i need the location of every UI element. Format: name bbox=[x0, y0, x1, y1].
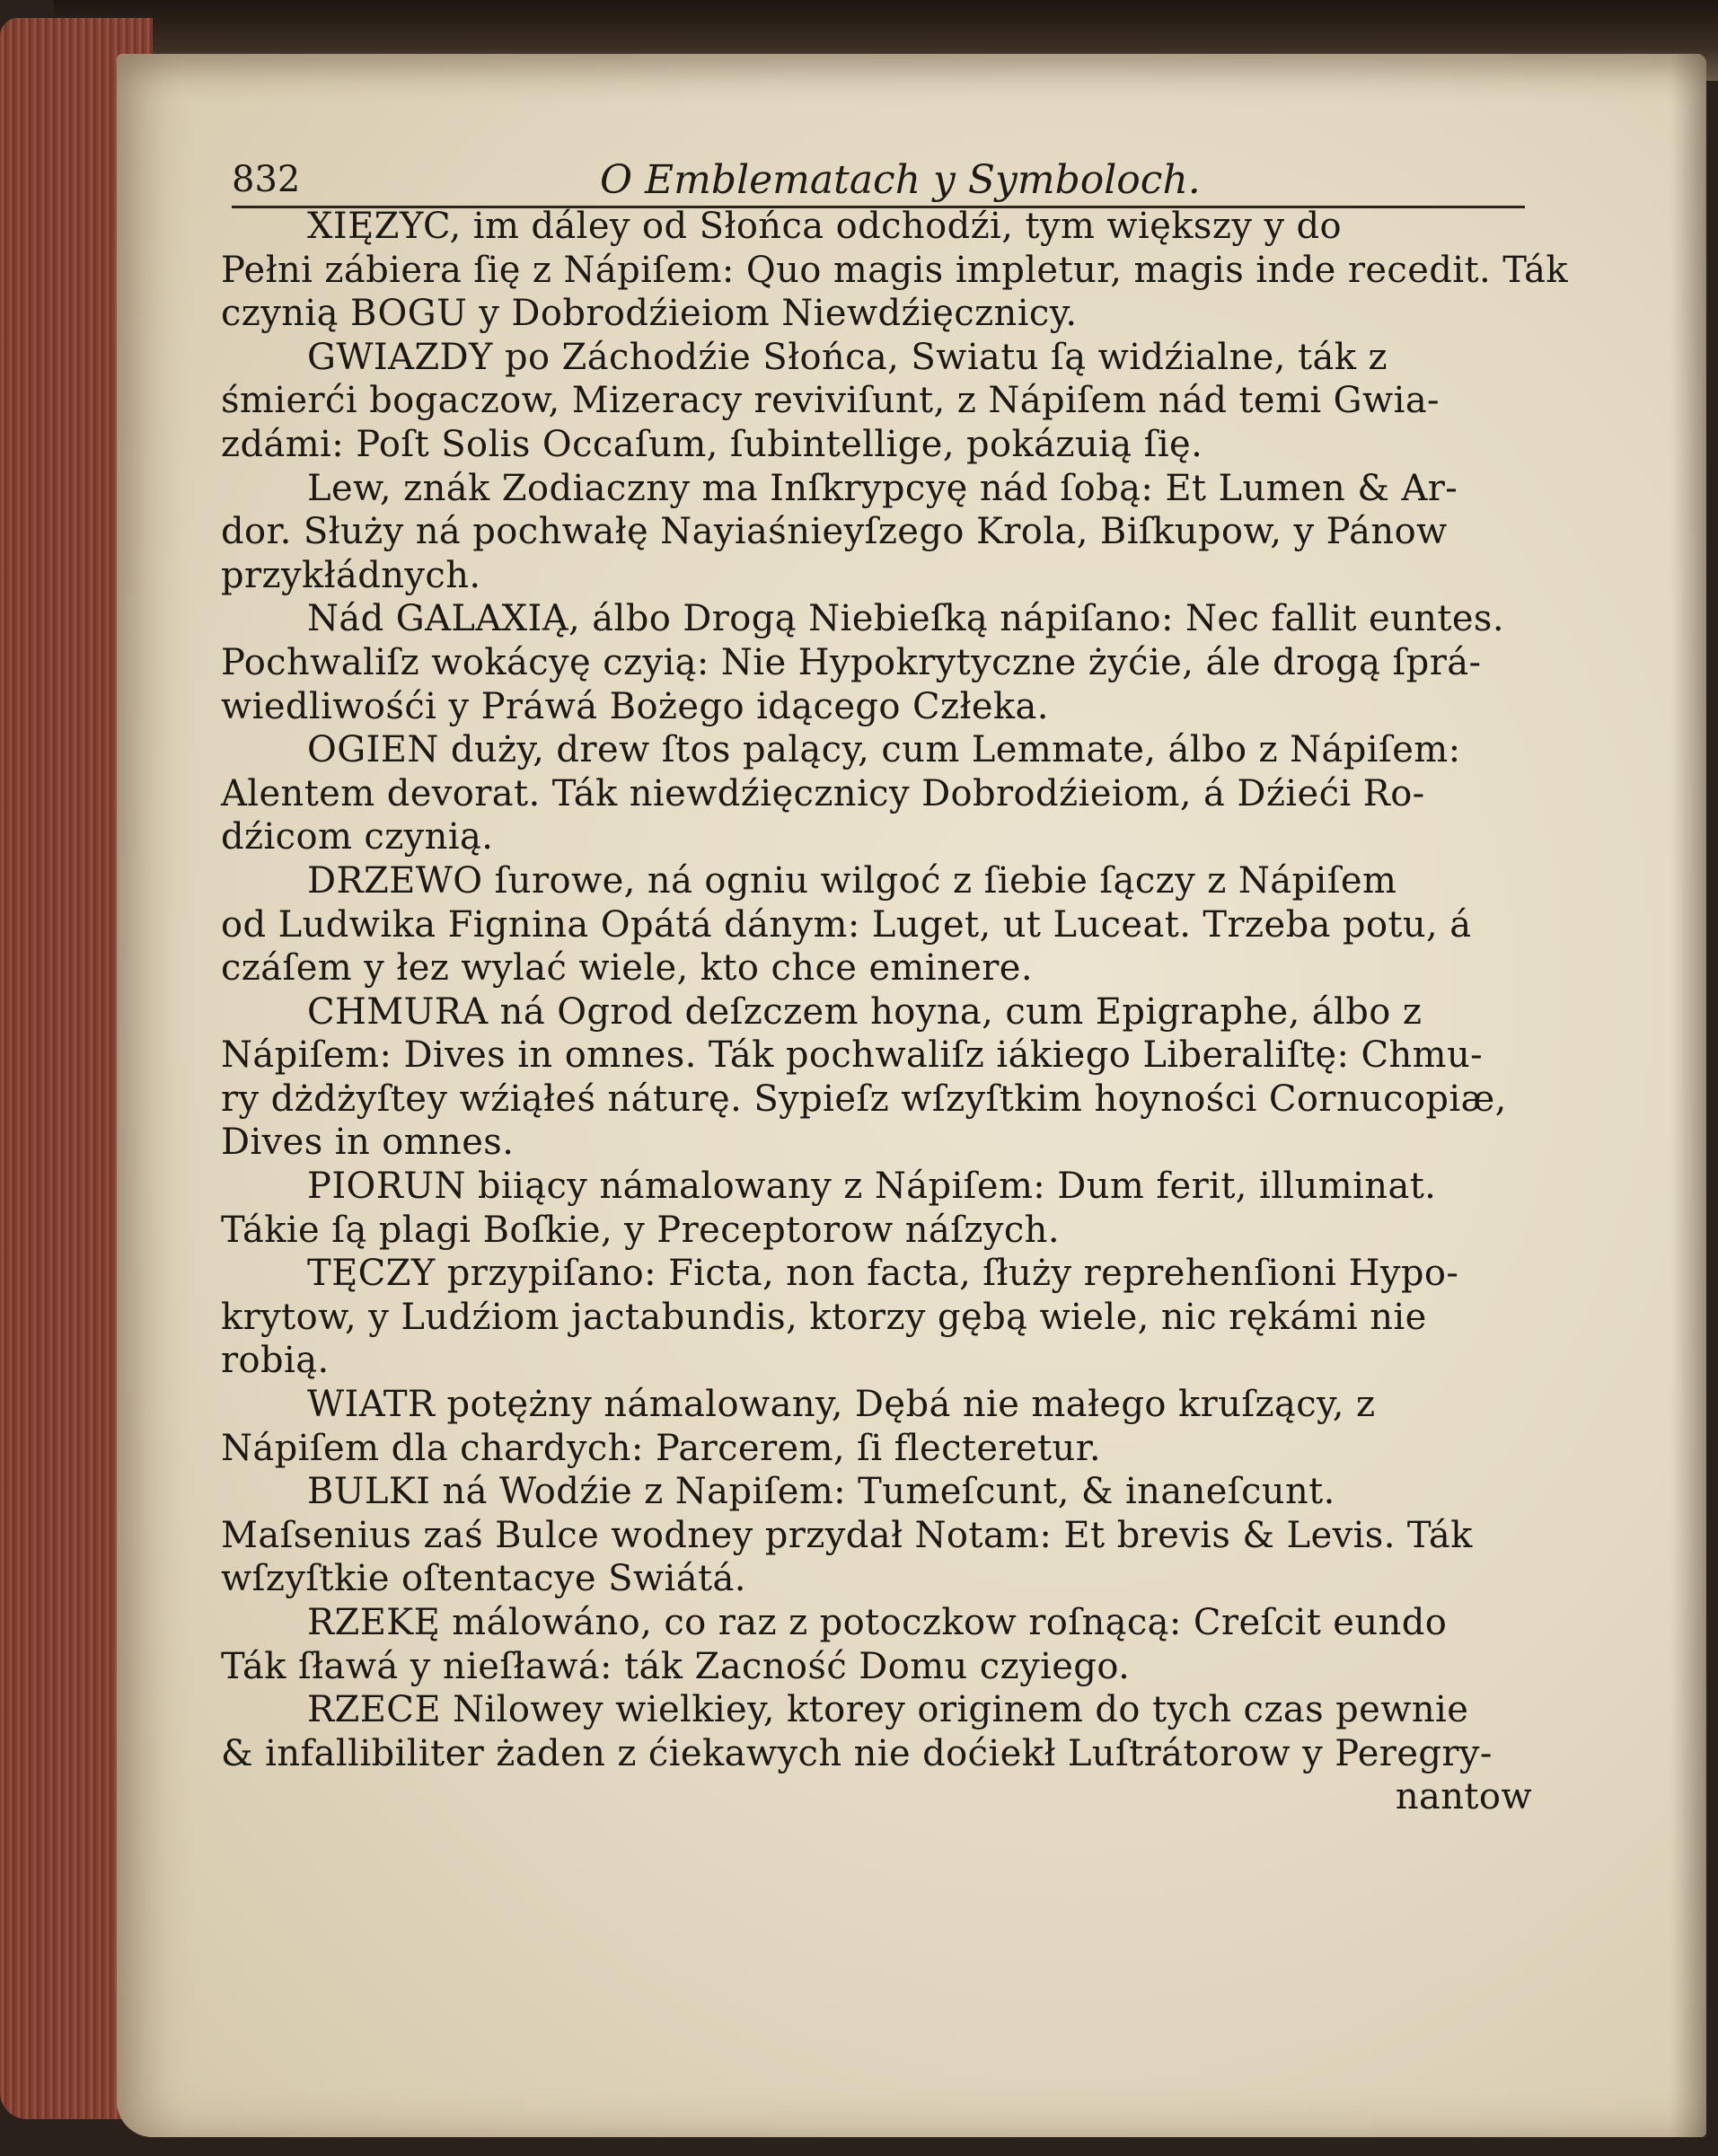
catchword: nantow bbox=[1395, 1776, 1532, 1818]
text-line: ry dżdżyſtey wźiąłeś náturę. Sypieſz wſzyſtkim hoyności Cornucopiæ, bbox=[221, 1078, 1507, 1120]
text-line: od Ludwika Fignina Opátá dánym: Luget, ut Luceat. Trzeba potu, á bbox=[221, 903, 1472, 946]
paragraph-lew bbox=[221, 467, 1586, 598]
text-line: OGIEN duży, drew ſtos palący, cum Lemmate, álbo z Nápiſem: bbox=[307, 729, 1461, 771]
text-line: GWIAZDY po Záchodźie Słońca, Swiatu ſą widźialne, ták z bbox=[307, 336, 1388, 378]
text-line: Alentem devorat. Ták niewdźięcznicy Dobrodźieiom, á Dźieći Ro- bbox=[221, 772, 1425, 814]
page-number: 832 bbox=[232, 159, 301, 200]
text-line: XIĘZYC, im dáley od Słońca odchodźi, tym większy y do bbox=[307, 206, 1343, 247]
text-line: Pochwaliſz wokácyę czyią: Nie Hypokrytyczne żyćie, ále drogą ſprá- bbox=[221, 641, 1482, 683]
catchword-block bbox=[221, 1775, 1586, 1819]
text-line: RZEKĘ málowáno, co raz z potoczkow roſnącą: Creſcit eundo bbox=[307, 1602, 1448, 1643]
paragraph-rzeke bbox=[221, 1601, 1586, 1688]
text-line: czynią BOGU y Dobrodźieiom Niewdźięcznicy. bbox=[221, 293, 1078, 335]
paragraph-teczy bbox=[221, 1252, 1586, 1383]
text-line: PIORUN biiący námalowany z Nápiſem: Dum ferit, illuminat. bbox=[307, 1166, 1437, 1208]
paragraph-ksiezyc bbox=[221, 205, 1586, 336]
paragraph-drzewo bbox=[221, 859, 1586, 990]
paragraph-ogien bbox=[221, 728, 1586, 859]
text-line: czáſem y łez wylać wiele, kto chce eminere. bbox=[221, 947, 1033, 990]
text-line: DRZEWO ſurowe, ná ogniu wilgoć z ſiebie ſączy z Nápiſem bbox=[307, 859, 1397, 902]
text-line: CHMURA ná Ogrod deſzczem hoyna, cum Epigraphe, álbo z bbox=[307, 990, 1423, 1033]
text-line: dźicom czynią. bbox=[221, 816, 494, 858]
running-title: O Emblematach y Symboloch. bbox=[600, 157, 1201, 203]
text-line: Ták ſławá y nieſławá: ták Zacność Domu czyiego. bbox=[221, 1645, 1131, 1687]
text-line: śmierći bogaczow, Mizeracy reviviſunt, z Nápiſem nád temi Gwia- bbox=[221, 380, 1440, 422]
paragraph-gwiazdy bbox=[221, 336, 1586, 467]
paragraph-rzece bbox=[221, 1688, 1586, 1775]
text-line: WIATR potężny námalowany, Dębá nie małego kruſzący, z bbox=[307, 1384, 1376, 1426]
text-line: robią. bbox=[221, 1340, 330, 1382]
text-line: dor. Służy ná pochwałę Nayiaśnieyſzego Krola, Biſkupow, y Pánow bbox=[221, 511, 1448, 553]
page-header bbox=[232, 148, 1363, 211]
text-line: wſzyſtkie oſtentacye Swiátá. bbox=[221, 1558, 746, 1600]
text-line: wiedliwośći y Práwá Bożego idącego Człeka. bbox=[221, 685, 1049, 727]
text-line: Nád GALAXIĄ, álbo Drogą Niebieſką nápiſano: Nec fallit euntes. bbox=[307, 598, 1504, 640]
text-line: RZECE Nilowey wielkiey, ktorey originem do tych czas pewnie bbox=[307, 1689, 1469, 1731]
paragraph-chmura bbox=[221, 990, 1586, 1165]
text-line: Nápiſem dla chardych: Parcerem, ſi flecteretur. bbox=[221, 1427, 1101, 1469]
paragraph-piorun bbox=[221, 1165, 1586, 1252]
book-page bbox=[117, 54, 1706, 2137]
text-line: Maſsenius zaś Bulce wodney przydał Notam: Et brevis & Levis. Ták bbox=[221, 1514, 1473, 1556]
paragraph-galaxia bbox=[221, 597, 1586, 728]
text-line: Pełni zábiera ſię z Nápiſem: Quo magis impletur, magis inde recedit. Ták bbox=[221, 249, 1569, 291]
text-line: zdámi: Poſt Solis Occaſum, ſubintellige, pokázuią ſię. bbox=[221, 423, 1203, 465]
body-text bbox=[221, 205, 1586, 1819]
paragraph-wiatr bbox=[221, 1383, 1586, 1470]
text-line: BULKI ná Wodźie z Napiſem: Tumeſcunt, & inaneſcunt. bbox=[307, 1471, 1335, 1513]
paragraph-bulki bbox=[221, 1470, 1586, 1601]
text-line: & infallibiliter żaden z ćiekawych nie doćiekł Luſtrátorow y Peregry- bbox=[221, 1732, 1493, 1774]
gutter-shadow bbox=[1670, 54, 1706, 2137]
text-line: krytow, y Ludźiom jactabundis, ktorzy gębą wiele, nic rękámi nie bbox=[221, 1296, 1427, 1338]
text-line: Dives in omnes. bbox=[221, 1122, 515, 1164]
text-line: Lew, znák Zodiaczny ma Inſkrypcyę nád ſobą: Et Lumen & Ar- bbox=[307, 467, 1458, 509]
text-line: TĘCZY przypiſano: Ficta, non facta, ſłuży reprehenſioni Hypo- bbox=[307, 1253, 1459, 1295]
text-line: przykłádnych. bbox=[221, 554, 481, 596]
text-line: Tákie ſą plagi Boſkie, y Preceptorow náſzych. bbox=[221, 1209, 1060, 1251]
text-line: Nápiſem: Dives in omnes. Ták pochwaliſz iákiego Liberaliſtę: Chmu- bbox=[221, 1034, 1484, 1077]
